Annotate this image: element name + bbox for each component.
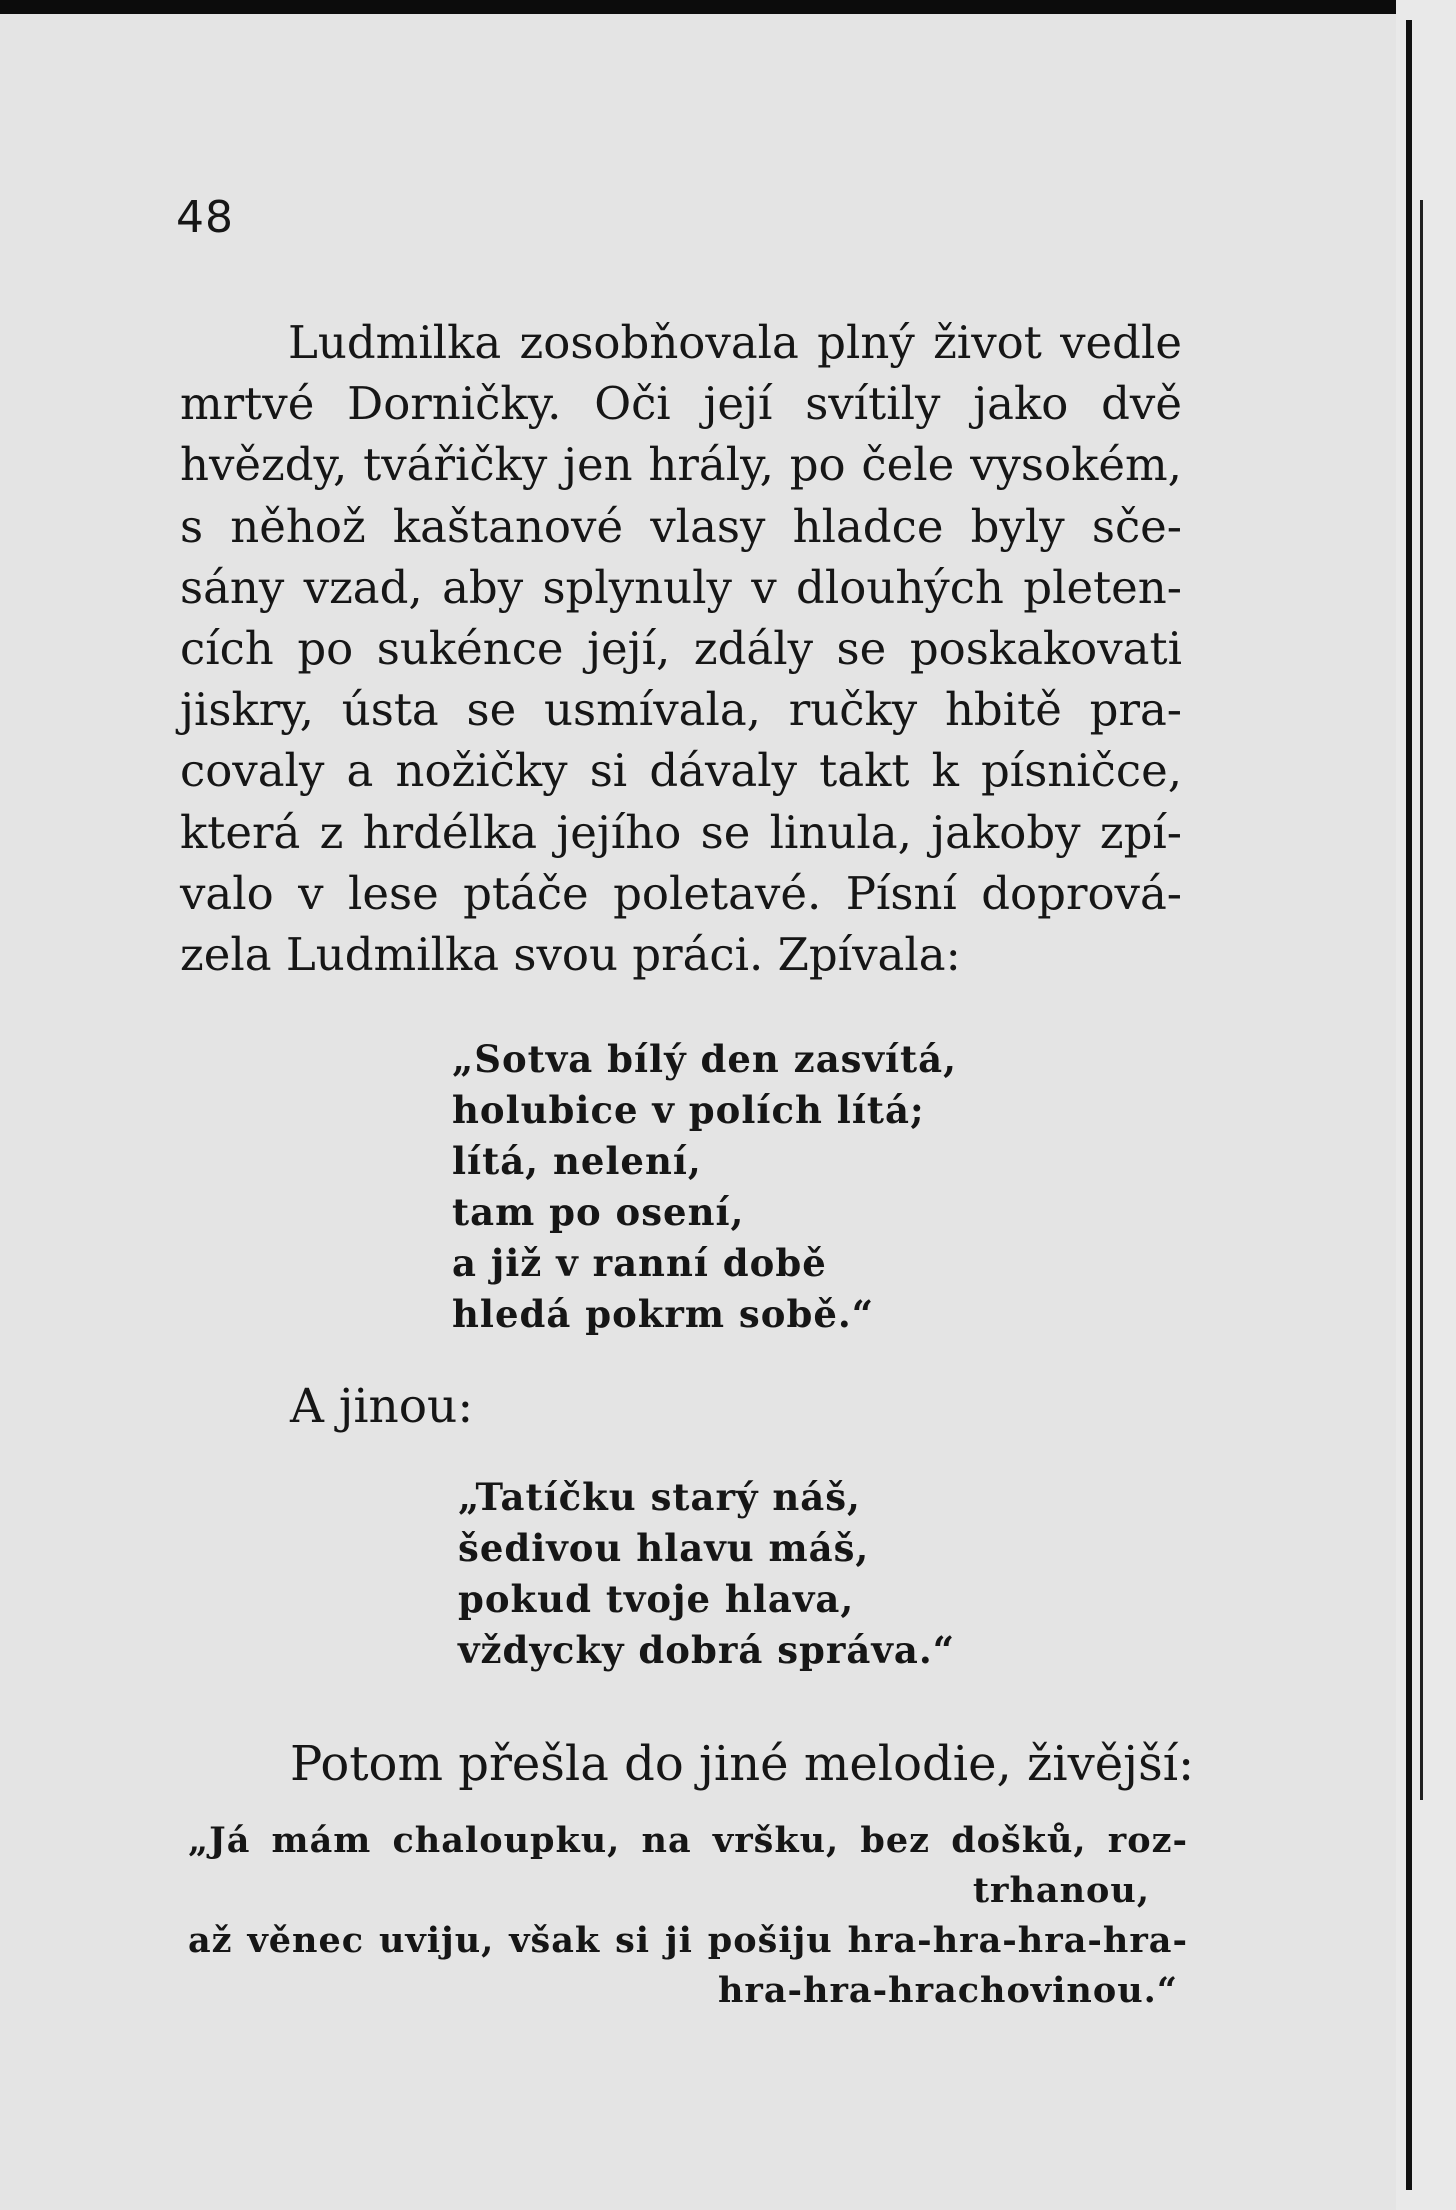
page-number: 48: [176, 192, 234, 243]
verse-line: holubice v polích lítá;: [452, 1088, 925, 1132]
song-line-continuation: trhanou,: [972, 1870, 1150, 1911]
paragraph-line: covaly a nožičky si dávaly takt k písničce,: [180, 744, 1182, 798]
song-line-continuation: hra-hra-hrachovinou.“: [717, 1970, 1178, 2011]
verse-line: pokud tvoje hlava,: [458, 1577, 855, 1621]
potom-line: Potom přešla do jiné melodie, živější:: [290, 1736, 1195, 1792]
verse-line: šedivou hlavu máš,: [458, 1526, 870, 1570]
song-line: až věnec uviju, však si ji pošiju hra-hra-hra-hra-: [188, 1920, 1188, 1961]
paragraph-line: která z hrdélka jejího se linula, jakoby zpí-: [180, 805, 1182, 859]
paragraph-line: hvězdy, tvářičky jen hrály, po čele vysokém,: [180, 438, 1182, 492]
paragraph-line: Ludmilka zosobňovala plný život vedle: [288, 316, 1182, 369]
main-paragraph: [180, 312, 1182, 985]
page: [0, 14, 1396, 2210]
verse-line: „Sotva bílý den zasvítá,: [452, 1037, 957, 1081]
paragraph-line: zela Ludmilka svou práci. Zpívala:: [180, 928, 961, 982]
paragraph-line: sány vzad, aby splynuly v dlouhých pleten-: [180, 560, 1182, 614]
verse-line: tam po osení,: [452, 1190, 745, 1234]
verse-taticku: [458, 1472, 955, 1676]
song-line: „Já mám chaloupku, na vršku, bez došků, roz-: [188, 1820, 1188, 1861]
verse-line: vždycky dobrá správa.“: [458, 1628, 956, 1672]
verse-line: a již v ranní době: [452, 1241, 827, 1285]
binding-edge-line-inner: [1420, 200, 1423, 1800]
paragraph-line: valo v lese ptáče poletavé. Písní doprová-: [180, 866, 1182, 920]
verse-line: hledá pokrm sobě.“: [452, 1292, 875, 1336]
verse-line: lítá, nelení,: [452, 1139, 702, 1183]
jinou-label: A jinou:: [290, 1379, 474, 1434]
verse-line: „Tatíčku starý náš,: [458, 1475, 861, 1519]
binding-edge-line: [1406, 20, 1412, 2190]
paragraph-line: mrtvé Dorničky. Oči její svítily jako dvě: [180, 377, 1182, 431]
page-edge: [1396, 0, 1456, 2210]
verse-sotva: [452, 1034, 957, 1340]
paragraph-line: jiskry, ústa se usmívala, ručky hbitě pra-: [180, 683, 1182, 737]
paragraph-line: cích po sukénce její, zdály se poskakovati: [180, 622, 1182, 676]
song-chaloupka: [188, 1816, 1188, 2016]
paragraph-line: s něhož kaštanové vlasy hladce byly sče-: [180, 499, 1182, 553]
